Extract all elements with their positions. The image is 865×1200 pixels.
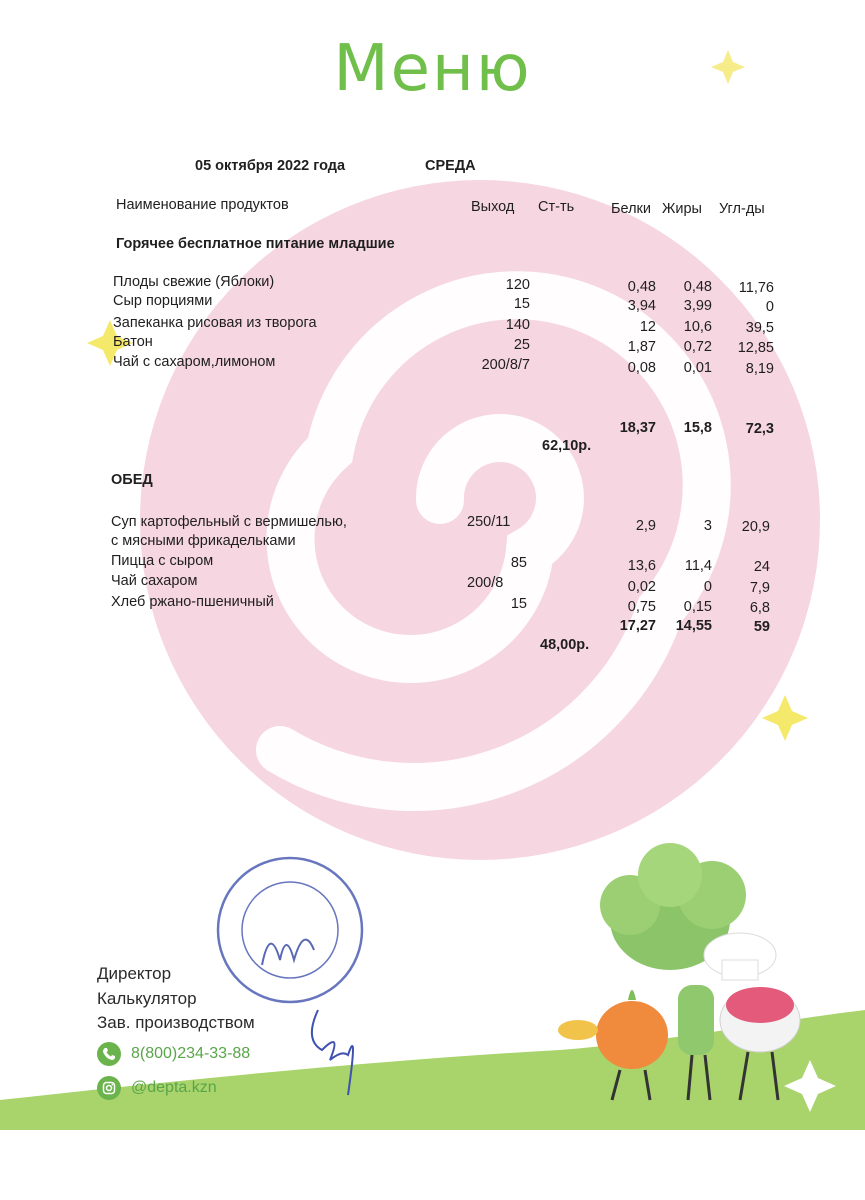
- row-fat: 3,99: [683, 298, 712, 314]
- row-protein: 12: [639, 319, 656, 335]
- row-output: 15: [510, 596, 527, 612]
- header-output: Выход: [471, 199, 515, 215]
- row-name: Запеканка рисовая из творога: [113, 315, 317, 331]
- total-fat: 14,55: [675, 618, 712, 634]
- instagram-handle: @depta.kzn: [131, 1079, 217, 1096]
- header-protein: Белки: [611, 201, 652, 217]
- row-fat: 10,6: [683, 319, 712, 335]
- row-fat: 0: [703, 579, 712, 595]
- row-name: Батон: [113, 334, 153, 350]
- row-carbs: 0: [765, 299, 774, 315]
- row-protein: 13,6: [627, 558, 656, 574]
- row-carbs: 6,8: [749, 600, 770, 616]
- calculator-label: Калькулятор: [97, 989, 197, 1008]
- instagram-contact: [97, 1076, 217, 1100]
- phone-icon: [97, 1042, 121, 1066]
- row-output: 200/8: [467, 575, 504, 591]
- row-carbs: 7,9: [749, 580, 770, 596]
- row-carbs: 11,76: [738, 280, 774, 296]
- row-protein: 0,48: [627, 279, 656, 295]
- row-fat: 0,15: [683, 599, 712, 615]
- total-protein: 17,27: [619, 618, 656, 634]
- row-protein: 0,75: [627, 599, 656, 615]
- total-carbs: 72,3: [745, 421, 774, 437]
- row-output: 25: [513, 337, 530, 353]
- row-output: 85: [510, 555, 527, 571]
- row-fat: 0,72: [683, 339, 712, 355]
- production-manager-label: Зав. производством: [97, 1013, 255, 1032]
- row-fat: 0,48: [683, 279, 712, 295]
- row-carbs: 39,5: [745, 320, 774, 336]
- header-name: Наименование продуктов: [116, 197, 289, 213]
- row-carbs: 8,19: [745, 361, 774, 377]
- phone-number: 8(800)234-33-88: [131, 1045, 251, 1062]
- section-title: Горячее бесплатное питание младшие: [116, 236, 395, 252]
- row-output: 15: [513, 296, 530, 312]
- phone-contact: [97, 1042, 250, 1066]
- row-name: Пицца с сыром: [111, 553, 214, 569]
- row-name: Сыр порциями: [113, 293, 213, 309]
- row-carbs: 24: [753, 559, 770, 575]
- header-fat: Жиры: [662, 201, 702, 217]
- row-name: Чай сахаром: [111, 573, 198, 589]
- menu-date: 05 октября 2022 года: [195, 158, 346, 174]
- row-output: 140: [505, 317, 530, 333]
- menu-weekday: СРЕДА: [425, 158, 476, 174]
- header-cost: Ст-ть: [538, 199, 575, 215]
- row-output: 250/11: [467, 514, 511, 530]
- instagram-icon: [97, 1076, 121, 1100]
- director-label: Директор: [97, 964, 172, 983]
- header-carbs: Угл-ды: [719, 201, 765, 217]
- sparkle-icon: [762, 695, 808, 741]
- row-protein: 0,08: [627, 360, 656, 376]
- section-price: 62,10р.: [542, 438, 592, 454]
- row-name: Чай с сахаром,лимоном: [113, 354, 276, 370]
- row-name-continued: с мясными фрикадельками: [111, 533, 296, 549]
- row-fat: 0,01: [683, 360, 712, 376]
- row-name: Плоды свежие (Яблоки): [113, 274, 275, 290]
- menu-title: Меню: [333, 32, 532, 106]
- row-protein: 1,87: [627, 339, 656, 355]
- row-fat: 3: [703, 518, 712, 534]
- row-fat: 11,4: [684, 558, 712, 574]
- total-protein: 18,37: [619, 420, 656, 436]
- total-fat: 15,8: [683, 420, 712, 436]
- row-protein: 0,02: [627, 579, 656, 595]
- section-price: 48,00р.: [540, 637, 590, 653]
- section-title: ОБЕД: [111, 472, 153, 488]
- row-output: 120: [505, 277, 530, 293]
- row-carbs: 12,85: [737, 340, 774, 356]
- official-stamp: [218, 858, 362, 1002]
- row-protein: 2,9: [635, 518, 656, 534]
- row-carbs: 20,9: [741, 519, 770, 535]
- row-output: 200/8/7: [481, 357, 530, 373]
- row-protein: 3,94: [627, 298, 656, 314]
- row-name: Суп картофельный с вермишелью,: [111, 514, 347, 530]
- row-name: Хлеб ржано-пшеничный: [111, 594, 274, 610]
- total-carbs: 59: [753, 619, 770, 635]
